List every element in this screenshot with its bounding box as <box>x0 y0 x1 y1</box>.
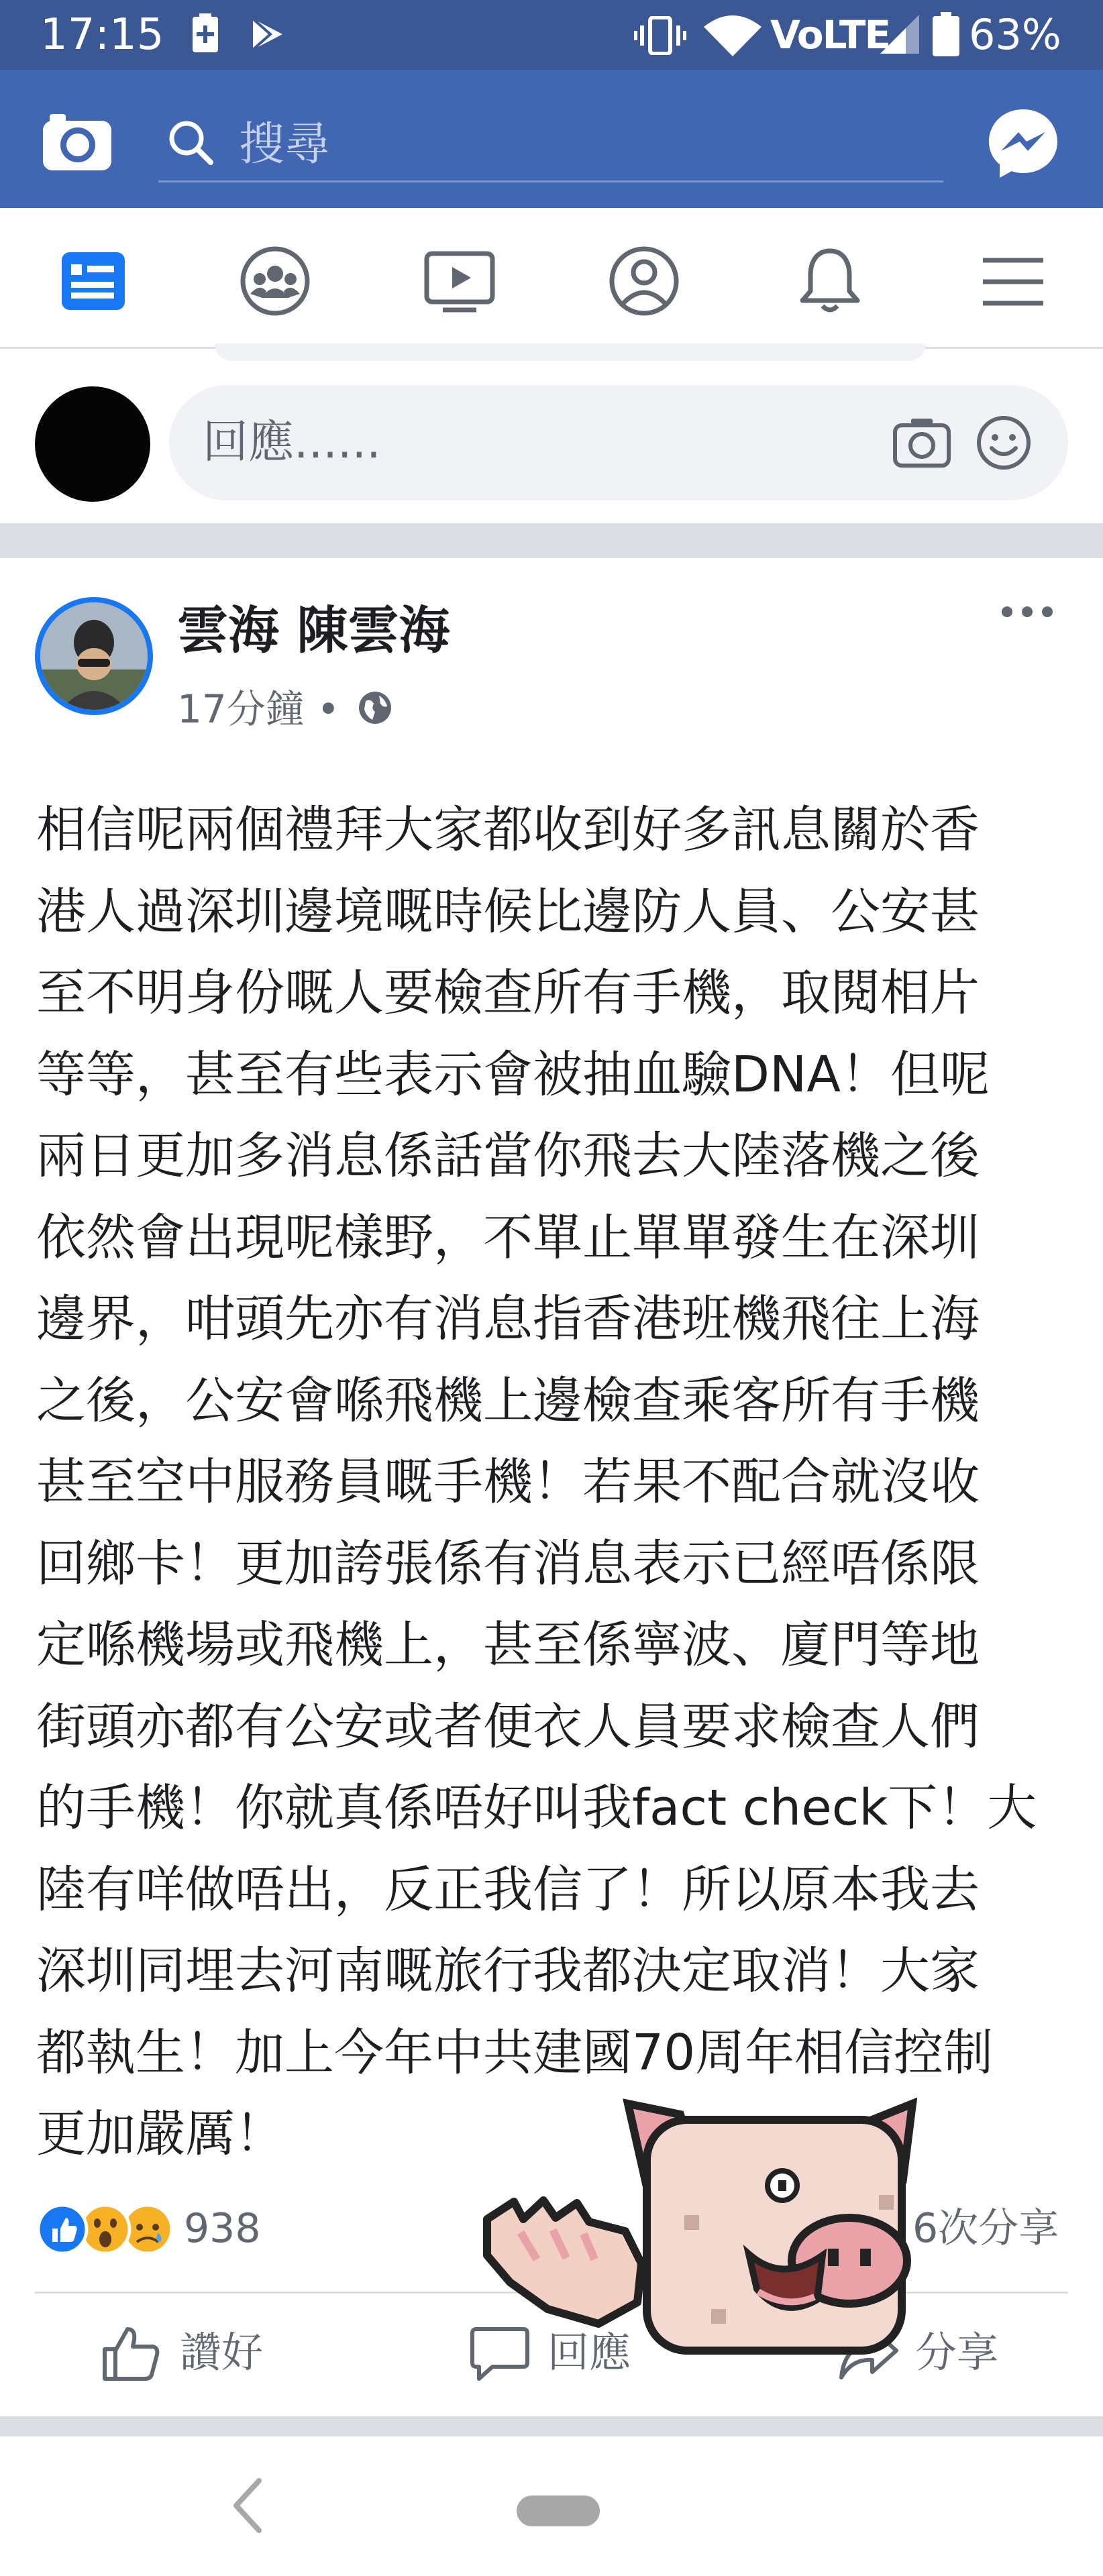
post-text-line: 街頭亦都有公安或者便衣人員要求檢查人們 <box>36 1697 980 1756</box>
tab-news-feed-icon[interactable] <box>56 244 130 318</box>
vibrate-icon <box>634 16 686 55</box>
search-input[interactable] <box>158 109 943 182</box>
camera-icon[interactable] <box>40 110 114 173</box>
feed-separator <box>0 2416 1103 2436</box>
status-bar <box>0 0 1103 70</box>
like-reaction-icon <box>38 2205 87 2253</box>
comment-composer <box>0 362 1103 523</box>
globe-icon <box>356 689 394 727</box>
reaction-icons[interactable] <box>35 2202 176 2257</box>
messenger-icon[interactable] <box>986 107 1060 180</box>
post-text <box>36 790 1076 2176</box>
post-text-line: 邊界，咁頭先亦有消息指香港班機飛往上海 <box>36 1290 980 1348</box>
status-time: 17:15 <box>40 10 164 60</box>
more-options-icon[interactable] <box>997 598 1057 625</box>
tab-notifications-icon[interactable] <box>793 244 867 318</box>
post-text-line: 都執生！加上今年中共建國70周年相信控制 <box>36 2023 994 2082</box>
emoji-icon[interactable] <box>976 415 1032 471</box>
wow-reaction-icon <box>81 2205 129 2253</box>
like-label: 讚好 <box>180 2328 264 2377</box>
post-text-line: 相信呢兩個禮拜大家都收到好多訊息關於香 <box>36 801 980 859</box>
tab-bar <box>0 208 1103 349</box>
author-photo-icon <box>40 602 148 710</box>
feed-separator <box>0 523 1103 558</box>
thumbs-up-icon <box>101 2325 161 2381</box>
post-text-line: 定喺機場或飛機上，甚至係寧波、廈門等地 <box>36 1616 980 1674</box>
wifi-icon <box>702 13 763 56</box>
battery-saver-icon <box>193 13 218 52</box>
post-time[interactable]: 17分鐘 <box>177 686 305 732</box>
tab-groups-icon[interactable] <box>238 244 312 318</box>
battery-icon <box>933 12 959 56</box>
post-text-line: 至不明身份嘅人要檢查所有手機，取閱相片 <box>36 964 980 1022</box>
post-text-line: 之後，公安會喺飛機上邊檢查乘客所有手機 <box>36 1371 980 1430</box>
reaction-count[interactable]: 938 <box>184 2205 261 2252</box>
post-text-line: 依然會出現呢樣野，不單止單單發生在深圳 <box>36 1208 980 1267</box>
back-icon[interactable] <box>228 2475 268 2536</box>
post-meta <box>177 686 394 733</box>
author-name[interactable]: 雲海 陳雲海 <box>177 600 450 660</box>
battery-percent: 63% <box>969 10 1061 59</box>
search-bar <box>0 70 1103 208</box>
post-text-line: 甚至空中服務員嘅手機！若果不配合就沒收 <box>36 1453 980 1511</box>
share-count[interactable]: 6次分享 <box>912 2205 1059 2252</box>
like-button[interactable] <box>101 2316 302 2390</box>
post-text-line: 深圳同埋去河南嘅旅行我都決定取消！大家 <box>36 1942 980 2000</box>
play-store-icon <box>250 17 285 51</box>
post-text-line: 回鄉卡！更加誇張係有消息表示已經唔係限 <box>36 1534 980 1593</box>
post-text-line: 等等，甚至有些表示會被抽血驗DNA！但呢 <box>36 1045 990 1104</box>
author-avatar[interactable] <box>35 597 153 715</box>
comment-placeholder: 回應...... <box>203 416 381 469</box>
tab-menu-icon[interactable] <box>976 244 1050 318</box>
comment-label: 回應 <box>547 2328 631 2377</box>
tab-watch-icon[interactable] <box>423 244 496 318</box>
tab-profile-icon[interactable] <box>607 244 681 318</box>
user-avatar <box>35 386 150 502</box>
post-text-line: 的手機！你就真係唔好叫我fact check下！大 <box>36 1779 1037 1837</box>
share-label: 分享 <box>915 2328 999 2377</box>
previous-comment-edge <box>215 343 926 361</box>
signal-icon <box>879 13 921 55</box>
post-text-line: 更加嚴厲！ <box>36 2105 284 2163</box>
meta-separator: • <box>317 686 352 732</box>
home-pill[interactable] <box>517 2496 600 2526</box>
post-text-line: 兩日更加多消息係話當你飛去大陸落機之後 <box>36 1127 980 1185</box>
post-text-line: 陸有咩做唔出，反正我信了！所以原本我去 <box>36 1860 980 1919</box>
camera-icon[interactable] <box>892 416 951 468</box>
system-nav-bar <box>0 2436 1103 2576</box>
volte-indicator: VoLTE <box>770 12 890 58</box>
comment-input[interactable] <box>169 385 1068 500</box>
pig-sticker-icon <box>483 2088 966 2368</box>
post-text-line: 港人過深圳邊境嘅時候比邊防人員、公安甚 <box>36 882 980 941</box>
